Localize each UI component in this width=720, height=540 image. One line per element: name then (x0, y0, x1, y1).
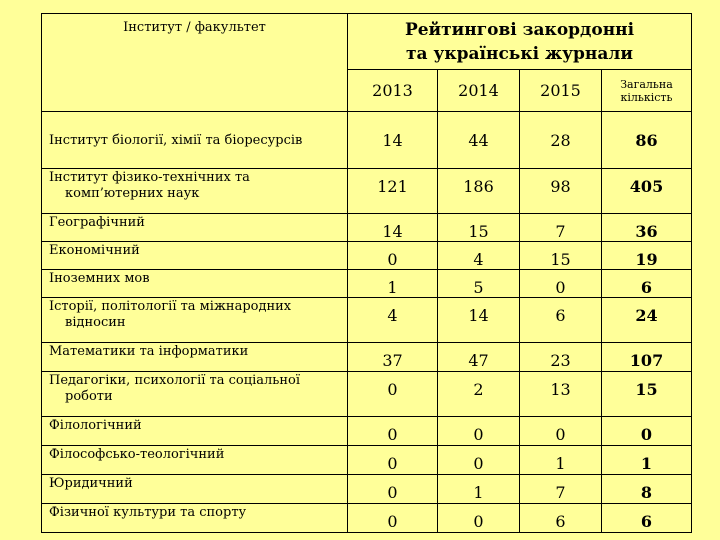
value-2013: 14 (348, 112, 438, 169)
journals-table (41, 13, 692, 533)
value-2015: 0 (520, 417, 602, 446)
value-total: 19 (602, 242, 692, 270)
institute-name-line2: відносин (65, 315, 126, 330)
value-2014: 1 (438, 475, 520, 504)
value-2014: 0 (438, 504, 520, 533)
table-row (42, 112, 692, 169)
institute-name (42, 270, 348, 298)
value-2015: 7 (520, 475, 602, 504)
value-total: 8 (602, 475, 692, 504)
value-2013: 37 (348, 343, 438, 372)
col-header-2015: 2015 (520, 70, 602, 112)
value-total: 107 (602, 343, 692, 372)
table-row (42, 169, 692, 214)
value-2014: 0 (438, 417, 520, 446)
value-total: 36 (602, 214, 692, 242)
value-total: 15 (602, 372, 692, 417)
institute-name-line1: Педагогіки, психології та соціальної (49, 373, 300, 388)
institute-name (42, 417, 348, 446)
value-2013: 0 (348, 504, 438, 533)
institute-name-line1: Географічний (49, 215, 145, 230)
group-title-line1: Рейтингові закордонні (404, 19, 635, 40)
value-2013: 1 (348, 270, 438, 298)
value-2013: 14 (348, 214, 438, 242)
group-title-line2: та українські журнали (406, 43, 633, 64)
value-2013: 0 (348, 372, 438, 417)
institute-name (42, 214, 348, 242)
institute-name-line1: Математики та інформатики (49, 344, 249, 359)
table-row (42, 343, 692, 372)
institute-name-line1: Фізичної культури та спорту (49, 505, 247, 520)
institute-name (42, 169, 348, 214)
value-total: 86 (602, 112, 692, 169)
value-2015: 1 (520, 446, 602, 475)
institute-name-line1: Інститут фізико-технічних та (49, 170, 250, 185)
institute-name-line1: Економічний (49, 243, 140, 258)
table-row (42, 242, 692, 270)
table-row (42, 214, 692, 242)
value-2014: 0 (438, 446, 520, 475)
value-2014: 2 (438, 372, 520, 417)
institute-name (42, 112, 348, 169)
value-2015: 15 (520, 242, 602, 270)
value-total: 0 (602, 417, 692, 446)
value-2014: 15 (438, 214, 520, 242)
institute-name-line1: Інститут біології, хімії та біоресурсів (49, 132, 303, 148)
value-2014: 4 (438, 242, 520, 270)
institute-name-line1: Філософсько-теологічний (49, 447, 225, 462)
value-total: 405 (602, 169, 692, 214)
table-row (42, 270, 692, 298)
value-2015: 13 (520, 372, 602, 417)
institute-name-line1: Юридичний (49, 476, 133, 491)
institute-name-line1: Іноземних мов (49, 271, 150, 286)
col-header-2013: 2013 (348, 70, 438, 112)
value-2015: 6 (520, 504, 602, 533)
institute-name (42, 475, 348, 504)
value-2015: 28 (520, 112, 602, 169)
value-2015: 23 (520, 343, 602, 372)
value-2013: 0 (348, 242, 438, 270)
table-row (42, 504, 692, 533)
value-total: 6 (602, 270, 692, 298)
col-header-2014: 2014 (438, 70, 520, 112)
institute-name (42, 446, 348, 475)
value-2013: 121 (348, 169, 438, 214)
institute-name-line2: комп’ютерних наук (65, 186, 200, 201)
institute-name-line2: роботи (65, 389, 113, 404)
value-2014: 44 (438, 112, 520, 169)
institute-name-line1: Філологічний (49, 418, 142, 433)
table-row (42, 298, 692, 343)
institute-name (42, 372, 348, 417)
value-total: 24 (602, 298, 692, 343)
institute-name (42, 343, 348, 372)
institute-name (42, 298, 348, 343)
value-2014: 47 (438, 343, 520, 372)
value-2014: 14 (438, 298, 520, 343)
institute-name (42, 242, 348, 270)
col-header-total (602, 70, 692, 112)
institute-name (42, 504, 348, 533)
institute-header: Інститут / факультет (42, 14, 348, 112)
value-total: 6 (602, 504, 692, 533)
institute-name-line1: Історії, політології та міжнародних (49, 299, 292, 314)
journals-group-header (348, 14, 692, 70)
value-2015: 0 (520, 270, 602, 298)
table-row (42, 475, 692, 504)
value-2013: 0 (348, 417, 438, 446)
value-2015: 7 (520, 214, 602, 242)
value-2014: 5 (438, 270, 520, 298)
table-row (42, 417, 692, 446)
value-2015: 6 (520, 298, 602, 343)
table-row (42, 372, 692, 417)
value-2013: 0 (348, 475, 438, 504)
value-2013: 0 (348, 446, 438, 475)
value-2014: 186 (438, 169, 520, 214)
total-header-line1: Загальна (620, 77, 673, 91)
value-2015: 98 (520, 169, 602, 214)
value-2013: 4 (348, 298, 438, 343)
value-total: 1 (602, 446, 692, 475)
table-row (42, 446, 692, 475)
total-header-line2: кількість (620, 90, 673, 104)
